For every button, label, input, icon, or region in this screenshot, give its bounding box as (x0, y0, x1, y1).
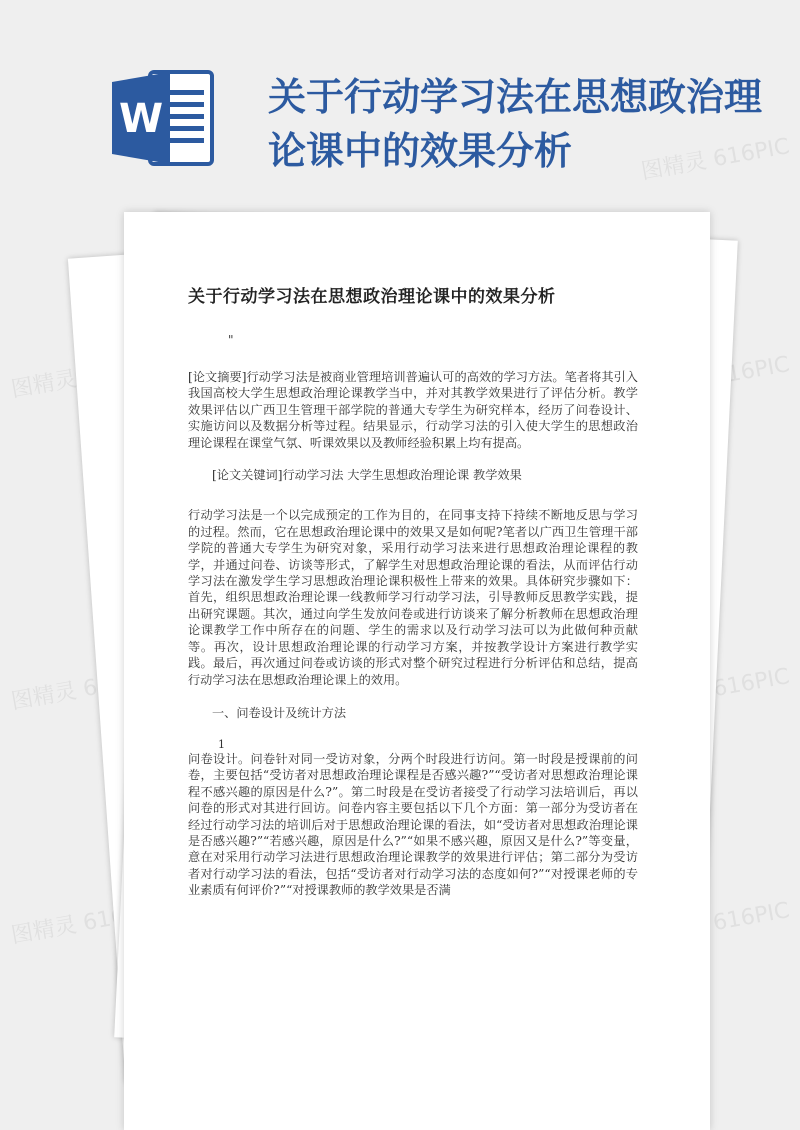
watermark-text: 图精灵 (9, 366, 79, 403)
watermark-text: 图精灵 616PIC (9, 664, 162, 715)
document-title: 关于行动学习法在思想政治理论课中的效果分析 (188, 287, 556, 307)
keywords-line: [论文关键词]行动学习法 大学生思想政治理论课 教学效果 (212, 468, 522, 483)
quote-mark: " (228, 333, 234, 347)
watermark-text: 616PIC (711, 664, 792, 703)
header-banner (0, 0, 800, 200)
section-body-paragraph: 问卷设计。问卷针对同一受访对象，分两个时段进行访问。第一时段是授课前的问卷，主要包括“受访者对思想政治理论课程是否感兴趣?”“受访者对思想政治理论课程不感兴趣的原因是什么?”。第二时段是在受访者接受了行动学习法培训后，再以问卷的形式对其进行回访。问卷内容主要包括以下几个方面：第一部分为受访者在经过行动学习法的培训后对于思想政治理论课的看法，如“受访者对思想政治理论课是否感兴趣?”“若感兴趣，原因是什么?”“如果不感兴趣，原因又是什么?”等变量，意在对采用行动学习法进行思想政治理论课教学的效果进行评估；第二部分为受访者对行动学习法的看法，包括“受访者对行动学习法的态度如何?”“对授课老师的专业素质有何评价?”“对授课教师的教学效果是否满 (188, 751, 638, 898)
intro-paragraph: 行动学习法是一个以完成预定的工作为目的，在同事支持下持续不断地反思与学习的过程。然而，它在思想政治理论课中的效果又是如何呢?笔者以广西卫生管理干部学院的普通大专学生为研究对象，采用行动学习法来进行思想政治理论课程的教学，并通过问卷、访谈等形式，了解学生对思想政治理论课的看法，从而评估行动学习法在激发学生学习思想政治理论课积极性上带来的效果。具体研究步骤如下：首先，组织思想政治理论课一线教师学习行动学习法，引导教师反思教学实践，提出研究课题。其次，通过向学生发放问卷或进行访谈来了解分析教师在思想政治理论课教学工作中所存在的问题、学生的需求以及行动学习法可以为此做何种贡献等。再次，设计思想政治理论课的行动学习方案，并按教学设计方案进行教学实践。最后，再次通过问卷或访谈的形式对整个研究过程进行分析评估和总结，提高行动学习法在思想政治理论课上的效用。 (188, 508, 638, 687)
watermark-text: 图精灵 616PIC (639, 898, 792, 949)
word-document-icon (112, 68, 214, 168)
banner-title: 关于行动学习法在思想政治理论课中的效果分析 (268, 75, 763, 173)
watermark-text: 图精灵 616PIC (9, 898, 162, 949)
footnote-number: 1 (218, 737, 225, 751)
document-content (188, 282, 638, 899)
section-heading: 一、问卷设计及统计方法 (212, 705, 347, 720)
svg-text:W: W (118, 96, 164, 142)
watermark-text: 616PIC (711, 352, 792, 391)
watermark-text: 图精灵 616PIC (639, 134, 792, 185)
document-page (124, 212, 710, 1130)
abstract-paragraph: [论文摘要]行动学习法是被商业管理培训普遍认可的高效的学习方法。笔者将其引入我国高校大学生思想政治理论课教学当中，并对其教学效果进行了评估分析。教学效果评估以广西卫生管理干部学院的普通大专学生为研究样本，经历了问卷设计、实施访问以及数据分析等过程。结果显示，行动学习法的引入使大学生的思想政治理论课程在课堂气氛、听课效果以及教师经验积累上均有提高。 (188, 370, 638, 450)
